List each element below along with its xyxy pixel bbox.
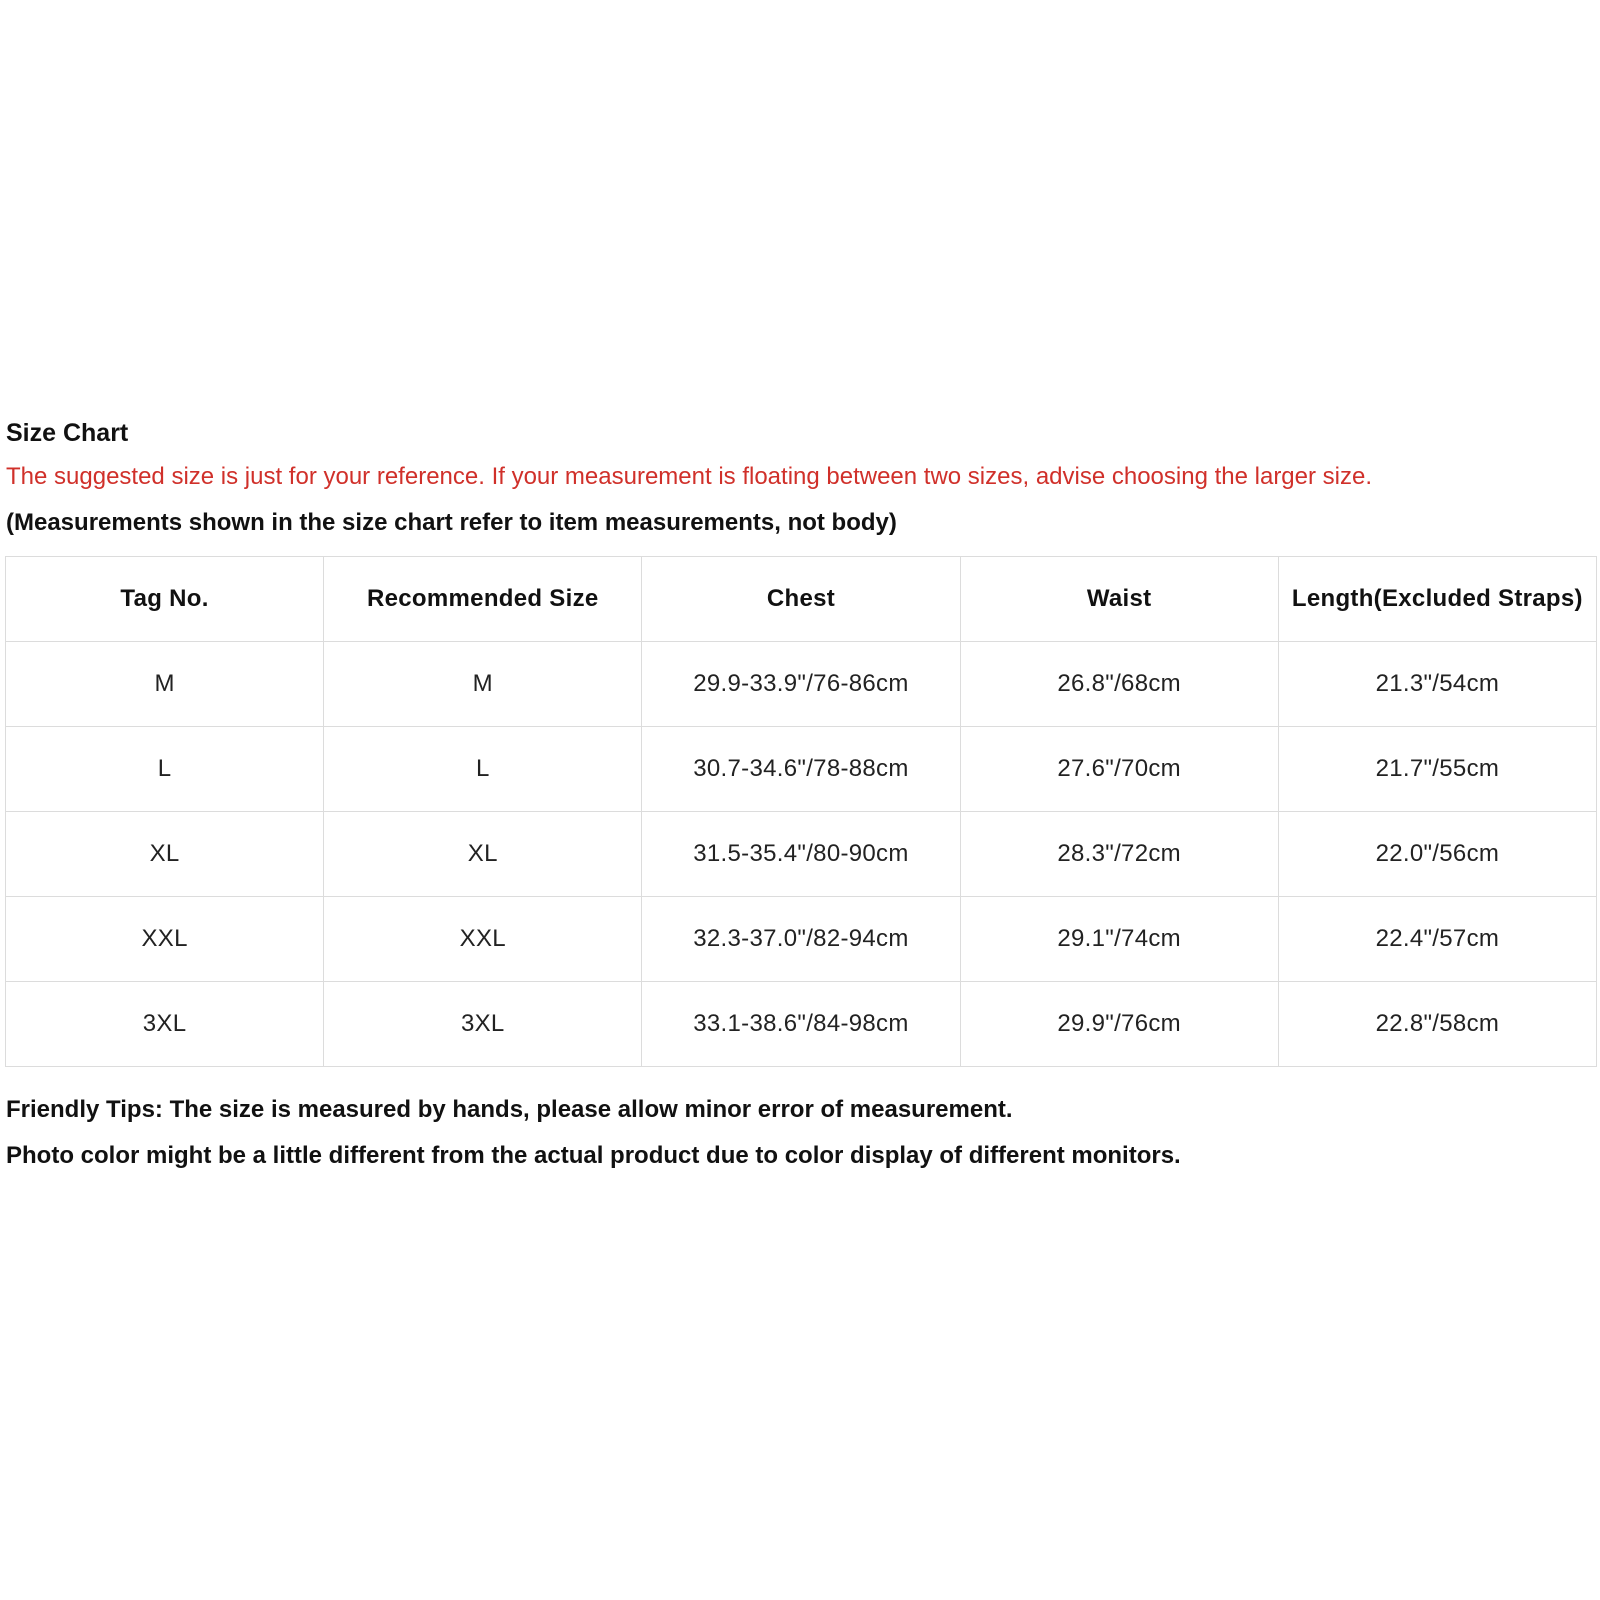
cell-recommended-size: 3XL <box>324 982 642 1067</box>
cell-recommended-size: L <box>324 727 642 812</box>
cell-tag-no: L <box>6 727 324 812</box>
column-header-recommended-size: Recommended Size <box>324 557 642 642</box>
cell-recommended-size: XL <box>324 812 642 897</box>
cell-waist: 29.9"/76cm <box>960 982 1278 1067</box>
cell-tag-no: XXL <box>6 897 324 982</box>
column-header-chest: Chest <box>642 557 960 642</box>
cell-waist: 29.1"/74cm <box>960 897 1278 982</box>
cell-length: 22.4"/57cm <box>1278 897 1596 982</box>
table-row <box>6 727 1597 812</box>
cell-chest: 31.5-35.4"/80-90cm <box>642 812 960 897</box>
column-header-waist: Waist <box>960 557 1278 642</box>
cell-waist: 27.6"/70cm <box>960 727 1278 812</box>
column-header-length: Length(Excluded Straps) <box>1278 557 1596 642</box>
cell-length: 21.3"/54cm <box>1278 642 1596 727</box>
cell-chest: 29.9-33.9"/76-86cm <box>642 642 960 727</box>
cell-waist: 28.3"/72cm <box>960 812 1278 897</box>
cell-recommended-size: XXL <box>324 897 642 982</box>
table-row <box>6 897 1597 982</box>
cell-chest: 33.1-38.6"/84-98cm <box>642 982 960 1067</box>
cell-tag-no: 3XL <box>6 982 324 1067</box>
size-chart-sheet <box>6 418 1598 1187</box>
measurement-note: (Measurements shown in the size chart refer to item measurements, not body) <box>6 509 897 536</box>
cell-length: 22.0"/56cm <box>1278 812 1596 897</box>
friendly-tip: Friendly Tips: The size is measured by hands, please allow minor error of measurement. <box>6 1096 1013 1123</box>
cell-chest: 32.3-37.0"/82-94cm <box>642 897 960 982</box>
cell-recommended-size: M <box>324 642 642 727</box>
color-disclaimer: Photo color might be a little different from the actual product due to color display of different monitors. <box>6 1142 1181 1169</box>
cell-tag-no: XL <box>6 812 324 897</box>
table-row <box>6 812 1597 897</box>
reference-note: The suggested size is just for your reference. If your measurement is floating between two sizes, advise choosing the larger size. <box>6 463 1373 490</box>
table-header-row <box>6 557 1597 642</box>
size-chart-title: Size Chart <box>6 419 129 447</box>
tips-section <box>6 1095 1598 1171</box>
cell-length: 21.7"/55cm <box>1278 727 1596 812</box>
cell-length: 22.8"/58cm <box>1278 982 1596 1067</box>
table-row <box>6 642 1597 727</box>
cell-waist: 26.8"/68cm <box>960 642 1278 727</box>
cell-tag-no: M <box>6 642 324 727</box>
table-row <box>6 982 1597 1067</box>
cell-chest: 30.7-34.6"/78-88cm <box>642 727 960 812</box>
size-table <box>5 556 1597 1067</box>
column-header-tag-no: Tag No. <box>6 557 324 642</box>
